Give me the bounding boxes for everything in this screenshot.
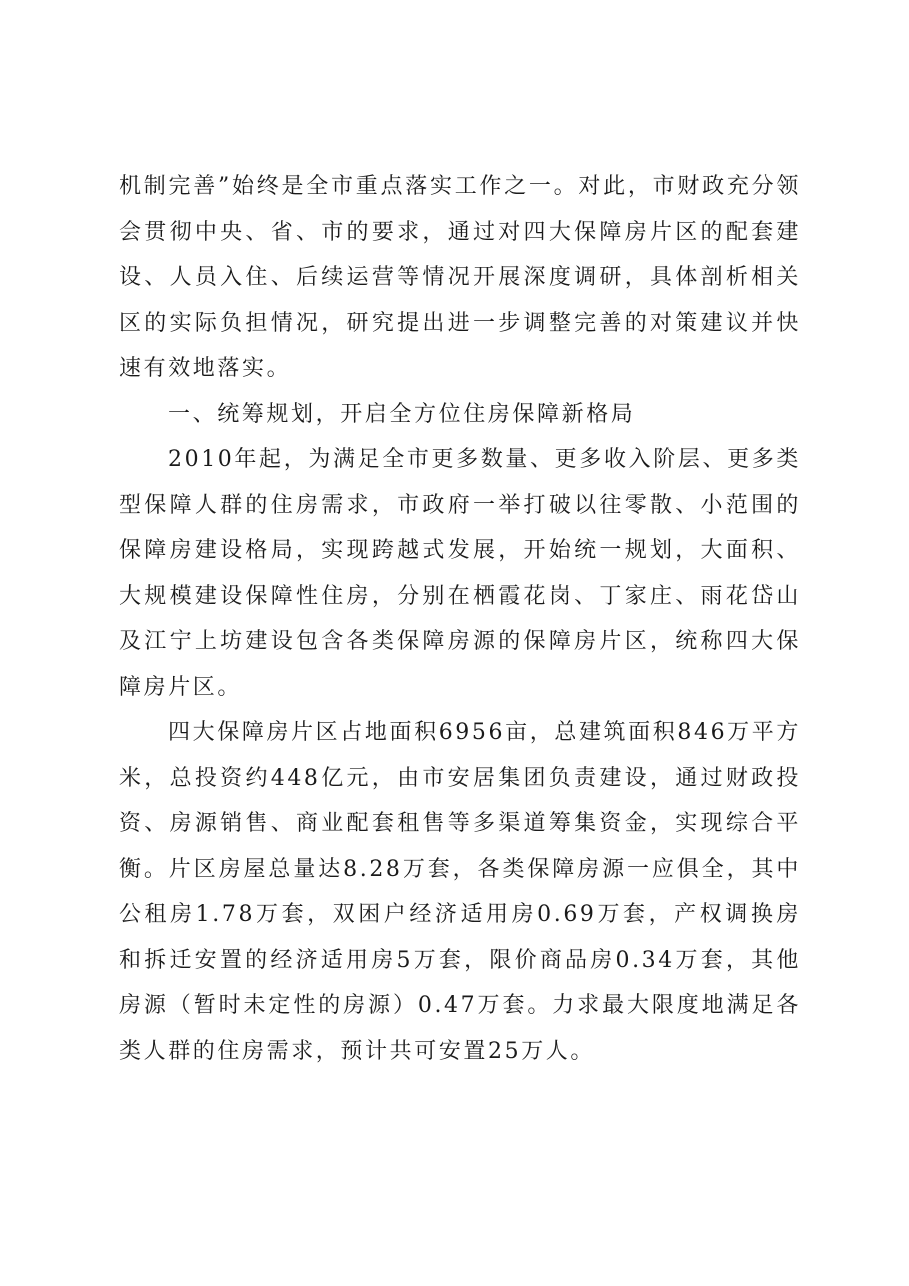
section-heading: 一、统筹规划，开启全方位住房保障新格局 <box>168 401 636 427</box>
paragraph-continuation: 机制完善”始终是全市重点落实工作之一。对此，市财政充分领会贯彻中央、省、市的要求，通过对四大保障房片区的配套建设、人员入住、后续运营等情况开展深度调研，具体剖析相关区的实际负担情况，研究提出进一步调整完善的对策建议并快速有效地落实。 <box>119 174 801 381</box>
paragraph-background: 2010年起，为满足全市更多数量、更多收入阶层、更多类型保障人群的住房需求，市政府一举打破以往零散、小范围的保障房建设格局，实现跨越式发展，开始统一规划，大面积、大规模建设保障性住房，分别在栖霞花岗、丁家庄、雨花岱山及江宁上坊建设包含各类保障房源的保障房片区，统称四大保障房片区。 <box>119 447 801 700</box>
document-body <box>119 164 801 1074</box>
paragraph-statistics: 四大保障房片区占地面积6956亩，总建筑面积846万平方米，总投资约448亿元，由市安居集团负责建设，通过财政投资、房源销售、商业配套租售等多渠道筹集资金，实现综合平衡。片区房屋总量达8.28万套，各类保障房源一应俱全，其中公租房1.78万套，双困户经济适用房0.69万套，产权调换房和拆迁安置的经济适用房5万套，限价商品房0.34万套，其他房源（暂时未定性的房源）0.47万套。力求最大限度地满足各类人群的住房需求，预计共可安置25万人。 <box>119 720 801 1064</box>
